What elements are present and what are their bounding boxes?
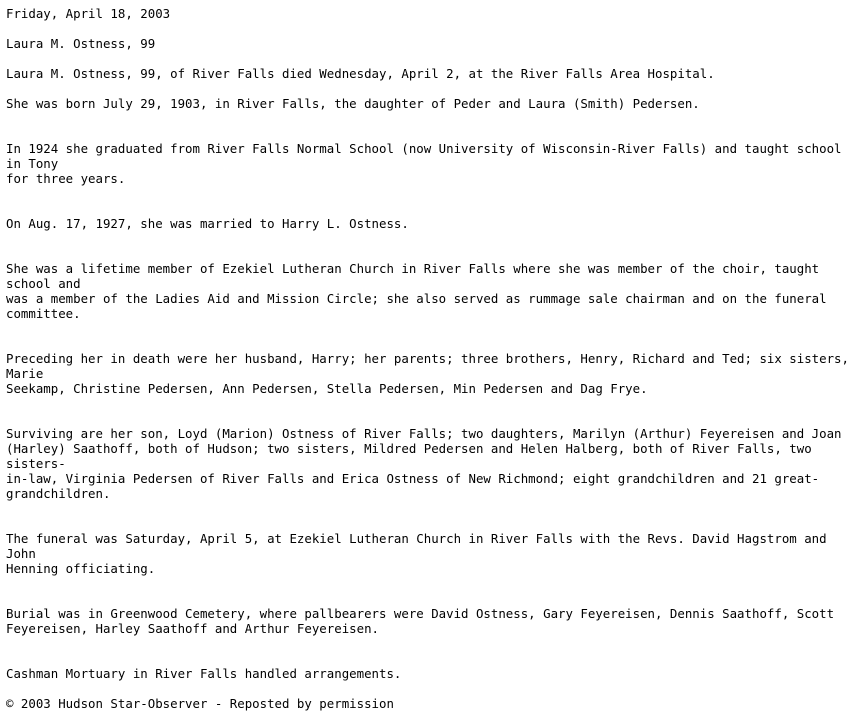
paragraph-survivors [6, 426, 852, 501]
paragraph-text: Laura M. Ostness, 99, of River Falls died Wednesday, April 2, at the River Falls Area Hospital. [6, 66, 715, 81]
paragraph-education [6, 141, 852, 186]
paragraph-text: She was born July 29, 1903, in River Falls, the daughter of Peder and Laura (Smith) Pedersen. [6, 96, 700, 111]
paragraph-line: (Harley) Saathoff, both of Hudson; two sisters, Mildred Pedersen and Helen Halberg, both of River Falls, two sisters- [6, 441, 812, 471]
paragraph-line: She was a lifetime member of Ezekiel Lutheran Church in River Falls where she was member of the choir, taught school and [6, 261, 820, 291]
paragraph-line: In 1924 she graduated from River Falls Normal School (now University of Wisconsin-River Falls) and taught school in Tony [6, 141, 842, 171]
paragraph-text: Cashman Mortuary in River Falls handled arrangements. [6, 666, 402, 681]
paragraph-line: Surviving are her son, Loyd (Marion) Ostness of River Falls; two daughters, Marilyn (Arthur) Feyereisen and Joan [6, 426, 842, 441]
article-headline-text: Laura M. Ostness, 99 [6, 36, 156, 51]
paragraph-line: Seekamp, Christine Pedersen, Ann Pedersen, Stella Pedersen, Min Pedersen and Dag Frye. [6, 381, 648, 396]
article-date [6, 6, 852, 21]
paragraph-funeral [6, 531, 852, 576]
paragraph-line: Burial was in Greenwood Cemetery, where pallbearers were David Ostness, Gary Feyereisen, Dennis Saathoff, Scott [6, 606, 835, 621]
article-date-text: Friday, April 18, 2003 [6, 6, 171, 21]
paragraph-line: Preceding her in death were her husband, Harry; her parents; three brothers, Henry, Richard and Ted; six sisters, Marie [6, 351, 849, 381]
copyright-footer [6, 696, 852, 711]
paragraph-line: in-law, Virginia Pedersen of River Falls and Erica Ostness of New Richmond; eight grandchildren and 21 great- [6, 471, 820, 486]
paragraph-line: Henning officiating. [6, 561, 156, 576]
paragraph-death-notice [6, 66, 852, 81]
paragraph-line: for three years. [6, 171, 126, 186]
paragraph-burial [6, 606, 852, 636]
paragraph-marriage [6, 216, 852, 231]
article-headline [6, 36, 852, 51]
paragraph-line: grandchildren. [6, 486, 111, 501]
paragraph-arrangements [6, 666, 852, 681]
paragraph-birth [6, 96, 852, 111]
paragraph-church [6, 261, 852, 321]
copyright-text: © 2003 Hudson Star-Observer - Reposted by permission [6, 696, 394, 711]
paragraph-line: The funeral was Saturday, April 5, at Ezekiel Lutheran Church in River Falls with the Revs. David Hagstrom and John [6, 531, 827, 561]
paragraph-text: On Aug. 17, 1927, she was married to Harry L. Ostness. [6, 216, 409, 231]
paragraph-line: committee. [6, 306, 81, 321]
paragraph-preceded [6, 351, 852, 396]
paragraph-line: was a member of the Ladies Aid and Mission Circle; she also served as rummage sale chairman and on the funeral [6, 291, 827, 306]
paragraph-line: Feyereisen, Harley Saathoff and Arthur Feyereisen. [6, 621, 379, 636]
